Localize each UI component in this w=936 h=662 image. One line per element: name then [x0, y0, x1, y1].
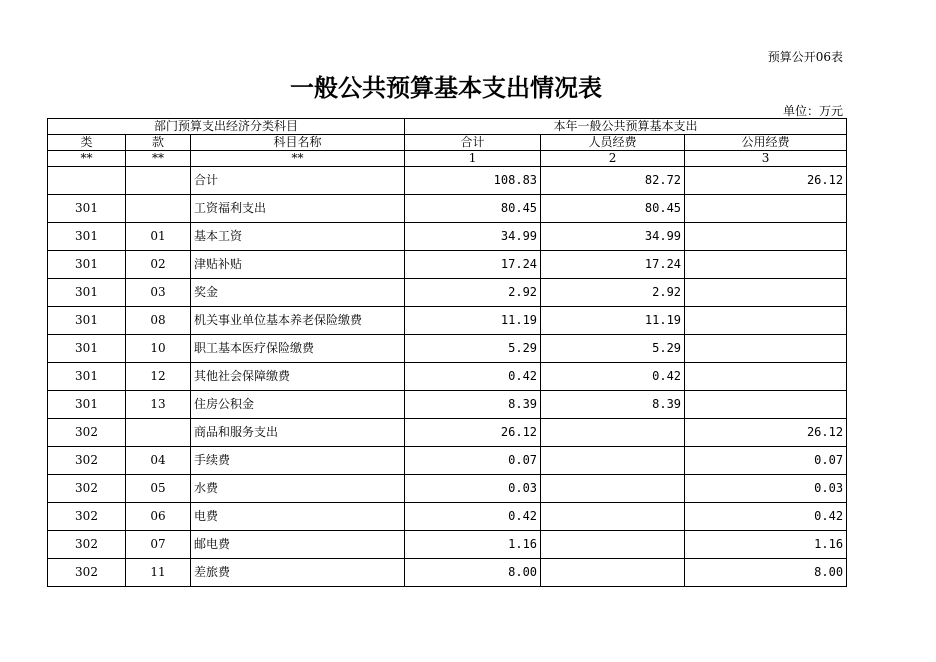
- cell-total: 2.92: [405, 279, 541, 307]
- cell-name: 职工基本医疗保险缴费: [191, 335, 405, 363]
- table-row: [48, 195, 847, 223]
- cell-public: 26.12: [685, 167, 847, 195]
- cell-lei: 302: [48, 503, 126, 531]
- table-row: [48, 223, 847, 251]
- cell-total: 34.99: [405, 223, 541, 251]
- table-row: [48, 419, 847, 447]
- col-header-personnel: 人员经费: [541, 135, 685, 151]
- cell-total: 1.16: [405, 531, 541, 559]
- table-row: [48, 251, 847, 279]
- column-header-row: [48, 135, 847, 151]
- table-row: [48, 363, 847, 391]
- cell-personnel: [541, 419, 685, 447]
- group-header-left: 部门预算支出经济分类科目: [48, 119, 405, 135]
- cell-kuan: 06: [126, 503, 191, 531]
- cell-personnel: [541, 531, 685, 559]
- cell-personnel: 8.39: [541, 391, 685, 419]
- cell-personnel: 11.19: [541, 307, 685, 335]
- cell-lei: 301: [48, 335, 126, 363]
- cell-kuan: 08: [126, 307, 191, 335]
- cell-total: 0.03: [405, 475, 541, 503]
- cell-lei: [48, 167, 126, 195]
- document-code: 预算公开06表: [767, 50, 843, 64]
- budget-table: [47, 118, 847, 587]
- cell-lei: 301: [48, 391, 126, 419]
- cell-public: [685, 279, 847, 307]
- cell-name: 合计: [191, 167, 405, 195]
- cell-kuan: [126, 419, 191, 447]
- cell-personnel: 34.99: [541, 223, 685, 251]
- cell-lei: 301: [48, 223, 126, 251]
- cell-kuan: 13: [126, 391, 191, 419]
- col-header-total: 合计: [405, 135, 541, 151]
- cell-lei: 302: [48, 559, 126, 587]
- cell-lei: 302: [48, 419, 126, 447]
- cell-name: 差旅费: [191, 559, 405, 587]
- table-row: [48, 391, 847, 419]
- cell-kuan: 04: [126, 447, 191, 475]
- cell-kuan: 12: [126, 363, 191, 391]
- cell-total: 0.07: [405, 447, 541, 475]
- cell-lei: 301: [48, 195, 126, 223]
- cell-kuan: 07: [126, 531, 191, 559]
- table-row: [48, 559, 847, 587]
- col-header-name: 科目名称: [191, 135, 405, 151]
- cell-kuan: 11: [126, 559, 191, 587]
- cell-lei: 302: [48, 531, 126, 559]
- cell-personnel: 0.42: [541, 363, 685, 391]
- cell-name: 其他社会保障缴费: [191, 363, 405, 391]
- table-row: [48, 307, 847, 335]
- cell-public: [685, 223, 847, 251]
- cell-kuan: [126, 195, 191, 223]
- cell-public: 0.07: [685, 447, 847, 475]
- col-code-kuan: **: [126, 151, 191, 167]
- cell-public: [685, 335, 847, 363]
- cell-lei: 301: [48, 279, 126, 307]
- cell-total: 80.45: [405, 195, 541, 223]
- group-header-row: [48, 119, 847, 135]
- cell-kuan: 03: [126, 279, 191, 307]
- cell-total: 5.29: [405, 335, 541, 363]
- col-code-name: **: [191, 151, 405, 167]
- cell-total: 8.39: [405, 391, 541, 419]
- cell-total: 0.42: [405, 363, 541, 391]
- unit-label: 单位：万元: [782, 104, 843, 118]
- cell-personnel: [541, 503, 685, 531]
- table-row: [48, 167, 847, 195]
- table-row: [48, 503, 847, 531]
- col-header-public: 公用经费: [685, 135, 847, 151]
- cell-name: 工资福利支出: [191, 195, 405, 223]
- cell-name: 住房公积金: [191, 391, 405, 419]
- table-row: [48, 531, 847, 559]
- cell-public: 0.03: [685, 475, 847, 503]
- cell-lei: 301: [48, 307, 126, 335]
- cell-personnel: 82.72: [541, 167, 685, 195]
- table-row: [48, 335, 847, 363]
- cell-total: 11.19: [405, 307, 541, 335]
- col-header-kuan: 款: [126, 135, 191, 151]
- col-code-personnel: 2: [541, 151, 685, 167]
- document-title: 一般公共预算基本支出情况表: [290, 74, 602, 102]
- cell-personnel: [541, 475, 685, 503]
- cell-lei: 302: [48, 447, 126, 475]
- cell-name: 机关事业单位基本养老保险缴费: [191, 307, 405, 335]
- cell-lei: 301: [48, 363, 126, 391]
- cell-public: 1.16: [685, 531, 847, 559]
- cell-public: [685, 195, 847, 223]
- cell-name: 商品和服务支出: [191, 419, 405, 447]
- cell-kuan: 02: [126, 251, 191, 279]
- cell-lei: 302: [48, 475, 126, 503]
- column-code-row: [48, 151, 847, 167]
- cell-name: 手续费: [191, 447, 405, 475]
- cell-personnel: 5.29: [541, 335, 685, 363]
- cell-kuan: 01: [126, 223, 191, 251]
- cell-public: [685, 391, 847, 419]
- cell-personnel: [541, 559, 685, 587]
- cell-public: 26.12: [685, 419, 847, 447]
- cell-public: [685, 251, 847, 279]
- cell-personnel: 80.45: [541, 195, 685, 223]
- col-code-total: 1: [405, 151, 541, 167]
- cell-name: 津贴补贴: [191, 251, 405, 279]
- cell-total: 17.24: [405, 251, 541, 279]
- cell-personnel: [541, 447, 685, 475]
- col-code-public: 3: [685, 151, 847, 167]
- cell-kuan: 05: [126, 475, 191, 503]
- cell-public: 0.42: [685, 503, 847, 531]
- cell-total: 0.42: [405, 503, 541, 531]
- cell-public: [685, 363, 847, 391]
- cell-personnel: 17.24: [541, 251, 685, 279]
- cell-total: 8.00: [405, 559, 541, 587]
- cell-name: 邮电费: [191, 531, 405, 559]
- col-header-lei: 类: [48, 135, 126, 151]
- cell-public: [685, 307, 847, 335]
- cell-name: 基本工资: [191, 223, 405, 251]
- cell-personnel: 2.92: [541, 279, 685, 307]
- cell-name: 电费: [191, 503, 405, 531]
- cell-total: 108.83: [405, 167, 541, 195]
- cell-public: 8.00: [685, 559, 847, 587]
- cell-total: 26.12: [405, 419, 541, 447]
- table-row: [48, 475, 847, 503]
- table-row: [48, 447, 847, 475]
- col-code-lei: **: [48, 151, 126, 167]
- cell-lei: 301: [48, 251, 126, 279]
- cell-name: 水费: [191, 475, 405, 503]
- cell-kuan: 10: [126, 335, 191, 363]
- cell-name: 奖金: [191, 279, 405, 307]
- group-header-right: 本年一般公共预算基本支出: [405, 119, 847, 135]
- table-row: [48, 279, 847, 307]
- cell-kuan: [126, 167, 191, 195]
